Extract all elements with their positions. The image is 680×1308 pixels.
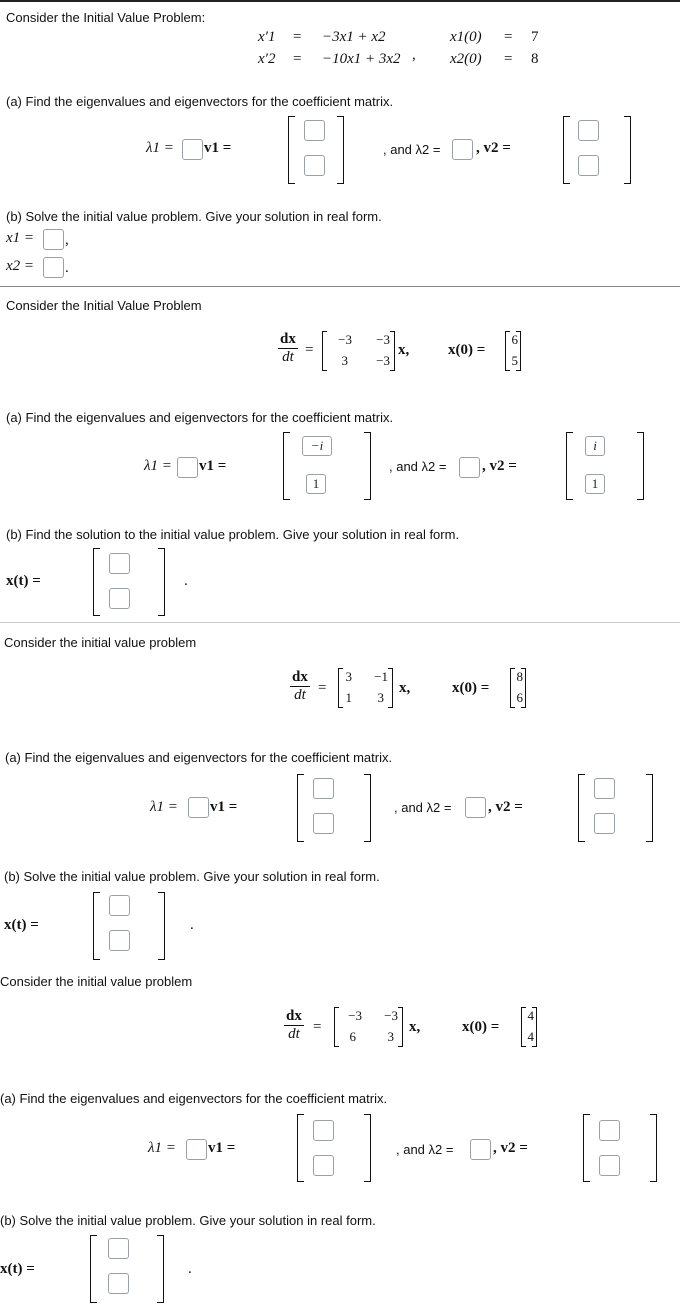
p2-equals: = [305,342,314,358]
p2-matrix-a11: −3 [338,332,352,347]
p2-xt-right-bracket [158,548,165,616]
p4-matrix-a21: 6 [349,1029,356,1044]
p1-x1-comma: , [65,232,69,248]
p4-v1-entry2-input[interactable] [313,1155,334,1176]
p2-derivative [278,331,298,366]
p4-xt-left-bracket [90,1235,97,1303]
p3-xt-left-bracket [93,892,100,960]
separator-2 [0,622,680,623]
p4-dx: dx [286,1008,302,1024]
p2-xt-entry1-input[interactable] [109,553,130,574]
p2-ic-label: x(0) = [448,342,486,358]
p2-v2-right-bracket [637,432,644,500]
p3-xt-entry1-input[interactable] [109,895,130,916]
p3-xt-right-bracket [158,892,165,960]
p1-x2-period: . [65,260,69,276]
p4-derivative [284,1008,304,1043]
p4-v2-entry1-input[interactable] [599,1120,620,1141]
p2-v1-entry1-input[interactable]: −i [302,436,332,456]
ic1-lhs: x1(0) [450,29,482,45]
p2-matrix-right-bracket [390,331,395,371]
p1-v1-entry2-input[interactable] [304,155,325,176]
p2-xt-left-bracket [93,548,100,616]
eq2-lhs: x′2 [258,51,276,67]
p3-derivative [290,669,310,704]
p4-equals: = [313,1019,322,1035]
p3-and-lambda2-label: , and λ2 = [394,800,452,815]
p2-part-b: (b) Find the solution to the initial value problem. Give your solution in real form. [6,527,460,542]
p3-dt: dt [294,687,306,703]
p3-v2-left-bracket [578,774,585,842]
p2-x-suffix: x, [398,342,410,358]
p3-matrix-a11: 3 [345,669,352,684]
p3-xt-entry2-input[interactable] [109,930,130,951]
p1-lambda1-label: λ1 = [146,140,174,156]
p4-matrix-a11: −3 [348,1008,362,1023]
p2-xt-label: x(t) = [6,573,41,589]
ic1-rhs: 7 [531,29,539,45]
p4-and-lambda2-label: , and λ2 = [396,1142,454,1157]
p4-matrix-a12: −3 [384,1008,398,1023]
p2-v1-label: v1 = [199,458,227,474]
p2-part-a: (a) Find the eigenvalues and eigenvectors for the coefficient matrix. [6,410,394,425]
p3-v1-right-bracket [364,774,371,842]
p4-part-b: (b) Solve the initial value problem. Give your solution in real form. [0,1213,376,1228]
ic1-equals: = [504,29,513,45]
p3-v2-right-bracket [646,774,653,842]
p1-x2-input[interactable] [43,257,64,278]
p4-x-suffix: x, [409,1019,421,1035]
p2-v1-left-bracket [283,432,290,500]
p1-v2-entry2-input[interactable] [578,155,599,176]
p3-x-suffix: x, [399,680,411,696]
eq2-equals: = [293,51,302,67]
eq1-lhs: x′1 [258,29,276,45]
p4-v2-label: , v2 = [493,1140,528,1156]
p2-v2-left-bracket [566,432,573,500]
p2-lambda2-input[interactable] [459,457,480,478]
p2-v2-label: , v2 = [482,458,517,474]
p2-matrix-a12: −3 [376,332,390,347]
problem-3-intro: Consider the initial value problem [4,635,197,650]
p1-v1-left-bracket [288,116,295,184]
p4-ic-right-bracket [532,1007,537,1047]
p3-matrix-a21: 1 [345,690,352,705]
p2-ic-right-bracket [516,331,521,371]
p1-x1-label: x1 = [6,230,35,246]
p2-matrix-a22: −3 [376,353,390,368]
p1-and-lambda2-label: , and λ2 = [383,142,441,157]
p3-v1-entry2-input[interactable] [313,813,334,834]
top-border [0,0,680,2]
p4-v2-entry2-input[interactable] [599,1155,620,1176]
p3-matrix-a22: 3 [377,690,384,705]
p1-lambda1-input[interactable] [182,139,203,160]
p1-v1-right-bracket [337,116,344,184]
p3-matrix-right-bracket [388,668,393,708]
p2-ic-1: 6 [511,332,518,347]
p4-matrix-a22: 3 [387,1029,394,1044]
p2-v1-right-bracket [364,432,371,500]
eq1-equals: = [293,29,302,45]
p4-xt-right-bracket [157,1235,164,1303]
p3-lambda1-input[interactable] [188,797,209,818]
p4-ic-1: 4 [527,1008,534,1023]
p1-v1-label: v1 = [204,140,232,156]
p1-v2-left-bracket [563,116,570,184]
p3-v2-label: , v2 = [488,799,523,815]
problem-1-intro: Consider the Initial Value Problem: [6,10,206,25]
p4-ic-2: 4 [527,1029,534,1044]
ic2-lhs: x2(0) [450,51,482,67]
p3-period: . [190,917,194,933]
p3-part-b: (b) Solve the initial value problem. Give your solution in real form. [4,869,380,884]
p3-ic-label: x(0) = [452,680,490,696]
p4-v1-label: v1 = [208,1140,236,1156]
p1-part-a: (a) Find the eigenvalues and eigenvectors for the coefficient matrix. [6,94,394,109]
p2-v1-entry2-input[interactable]: 1 [306,474,326,494]
p2-dt: dt [282,349,294,365]
p3-v1-entry1-input[interactable] [313,778,334,799]
p4-lambda2-input[interactable] [470,1139,491,1160]
problem-4-intro: Consider the initial value problem [0,974,193,989]
p3-xt-label: x(t) = [4,917,39,933]
p2-matrix-a21: 3 [341,353,348,368]
p4-period: . [188,1261,192,1277]
p1-v2-entry1-input[interactable] [578,120,599,141]
p3-lambda1-label: λ1 = [150,799,178,815]
p4-part-a: (a) Find the eigenvalues and eigenvectors for the coefficient matrix. [0,1091,388,1106]
p4-ic-label: x(0) = [462,1019,500,1035]
ic2-equals: = [504,51,513,67]
ic2-rhs: 8 [531,51,539,67]
p3-v1-label: v1 = [210,799,238,815]
p4-v2-left-bracket [583,1114,590,1182]
p1-v2-label: , v2 = [476,140,511,156]
p4-xt-entry2-input[interactable] [108,1273,129,1294]
p2-v2-entry1-input[interactable]: i [585,436,605,456]
p4-matrix-right-bracket [398,1007,403,1047]
p4-xt-entry1-input[interactable] [108,1238,129,1259]
p3-ic-1: 8 [516,669,523,684]
p3-v1-left-bracket [297,774,304,842]
p4-v2-right-bracket [650,1114,657,1182]
p4-lambda1-label: λ1 = [148,1140,176,1156]
p1-part-b: (b) Solve the initial value problem. Give your solution in real form. [6,209,382,224]
p1-x1-input[interactable] [43,229,64,250]
p4-v1-entry1-input[interactable] [313,1120,334,1141]
p2-dx: dx [280,331,296,347]
p1-v2-right-bracket [624,116,631,184]
p3-matrix-a12: −1 [374,669,388,684]
p4-v1-left-bracket [297,1114,304,1182]
p3-ic-2: 6 [516,690,523,705]
p2-lambda1-input[interactable] [177,457,198,478]
eq2-comma: , [412,47,416,63]
p4-lambda1-input[interactable] [186,1139,207,1160]
eq1-rhs: −3x1 + x2 [322,29,386,45]
p3-v2-entry2-input[interactable] [594,813,615,834]
p3-equals: = [318,680,327,696]
problem-2-intro: Consider the Initial Value Problem [6,298,202,313]
p2-lambda1-label: λ1 = [144,458,172,474]
p3-ic-right-bracket [521,668,526,708]
p3-lambda2-input[interactable] [465,797,486,818]
p2-xt-entry2-input[interactable] [109,588,130,609]
p2-period: . [184,573,188,589]
p4-xt-label: x(t) = [0,1261,35,1277]
p3-v2-entry1-input[interactable] [594,778,615,799]
p4-dt: dt [288,1026,300,1042]
p2-ic-2: 5 [511,353,518,368]
p1-lambda2-input[interactable] [452,139,473,160]
p2-and-lambda2-label: , and λ2 = [389,459,447,474]
p1-x2-label: x2 = [6,258,35,274]
p4-v1-right-bracket [364,1114,371,1182]
p3-part-a: (a) Find the eigenvalues and eigenvectors for the coefficient matrix. [5,750,393,765]
p3-dx: dx [292,669,308,685]
separator-1 [0,286,680,287]
eq2-rhs: −10x1 + 3x2 [322,51,401,67]
p2-v2-entry2-input[interactable]: 1 [585,474,605,494]
p1-v1-entry1-input[interactable] [304,120,325,141]
